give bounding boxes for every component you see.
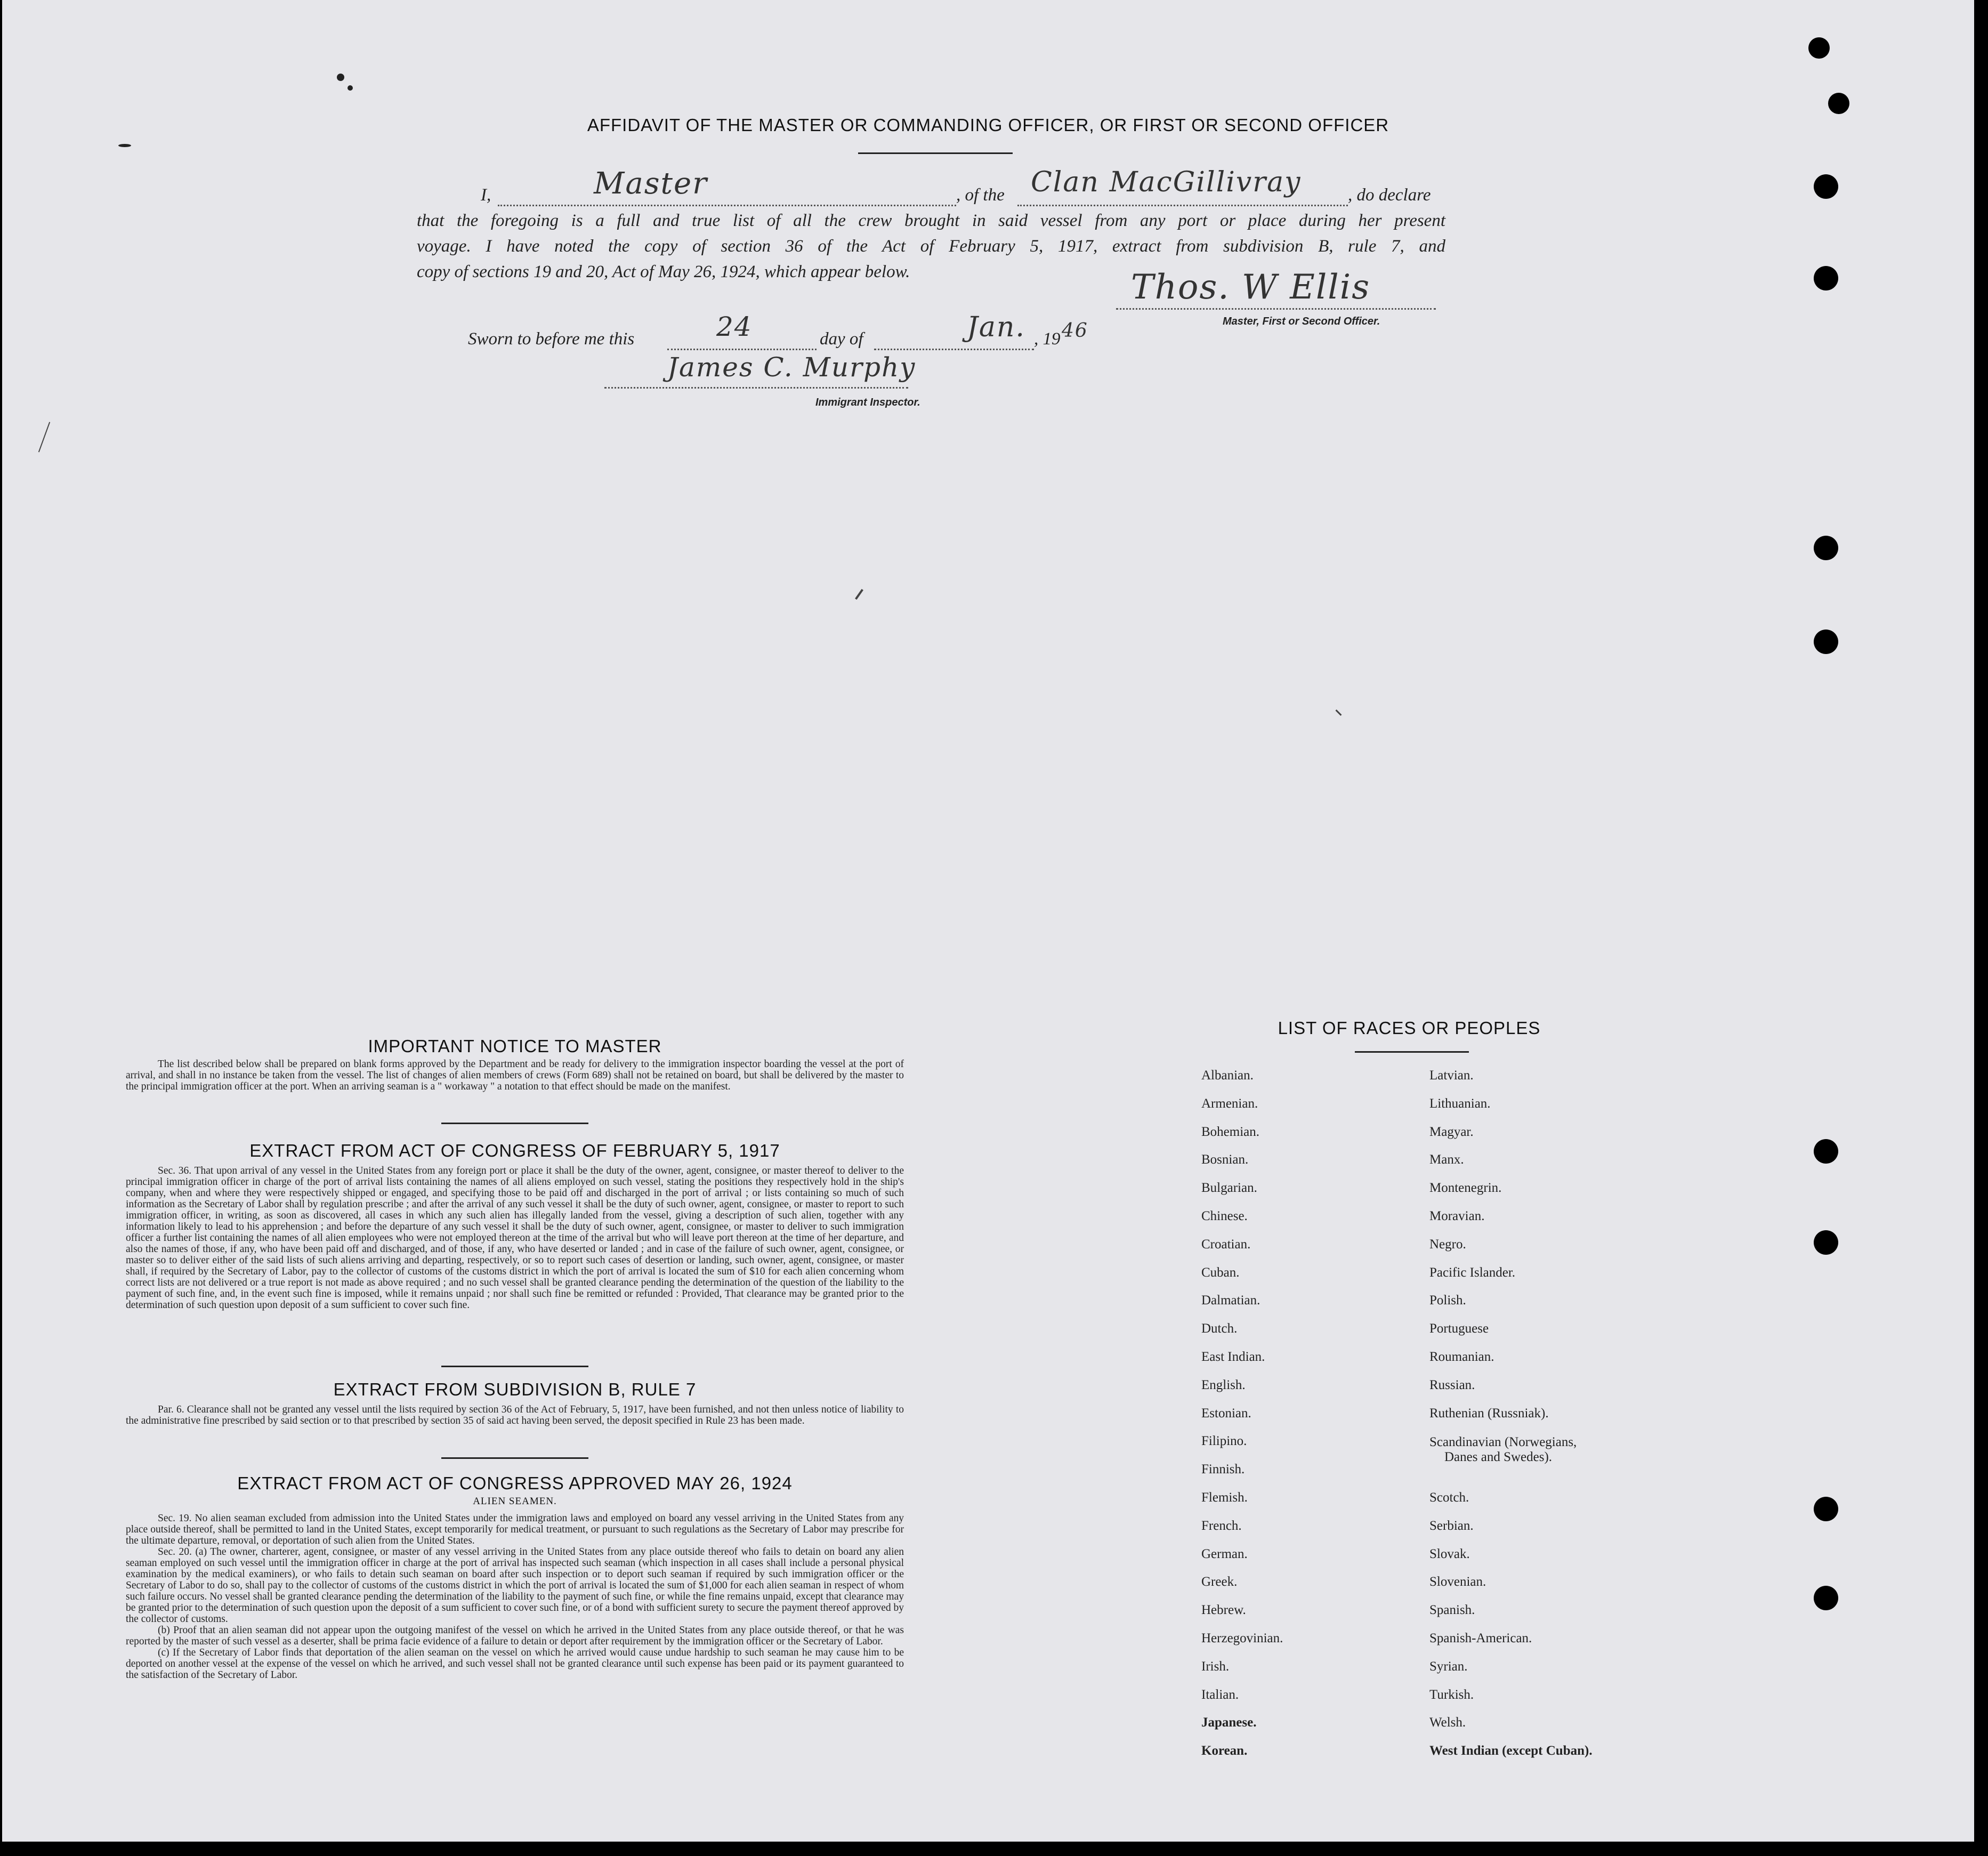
i-label: I,	[481, 185, 491, 205]
race-item: Dalmatian.	[1201, 1293, 1260, 1308]
title-divider	[858, 152, 1013, 154]
race-item: Bosnian.	[1201, 1152, 1249, 1167]
punch-hole	[1814, 630, 1838, 654]
notice-text	[126, 1059, 904, 1092]
race-item: Armenian.	[1201, 1096, 1258, 1111]
race-item: West Indian (except Cuban).	[1429, 1744, 1593, 1758]
race-item: Scandinavian (Norwegians,	[1429, 1435, 1577, 1450]
punch-hole	[1814, 1497, 1838, 1521]
punch-hole	[1814, 1586, 1838, 1610]
affidavit-line-2: that the foregoing is a full and true list of all the crew brought in said vessel from any port or place during her present	[417, 211, 1445, 230]
race-item: Japanese.	[1201, 1715, 1257, 1730]
punch-hole	[1814, 266, 1838, 290]
vessel-field-line	[1017, 205, 1348, 206]
race-item: Italian.	[1201, 1687, 1239, 1702]
races-title-divider	[1355, 1051, 1469, 1053]
year-suffix-handwriting: 46	[1062, 320, 1088, 342]
race-item: Russian.	[1429, 1377, 1475, 1392]
rule-7-title: EXTRACT FROM SUBDIVISION B, RULE 7	[333, 1379, 697, 1399]
race-item: Slovenian.	[1429, 1575, 1486, 1589]
race-item: German.	[1201, 1546, 1248, 1561]
section-divider	[441, 1123, 588, 1124]
punch-hole	[1828, 93, 1849, 114]
sec-20a-paragraph: Sec. 20. (a) The owner, charterer, agent, consignee, or master of any vessel arriving in the United States from any place outside thereof who fails to detain on board any alien seaman employed on such vessel until the immigration officer in charge at the port of arrival has inspected such seaman (which inspection in all cases shall include a personal physical examination by the medical examiners), or who fails to detain such seaman on board after such inspection or to deport such seaman if required by such immigration officer or the Secretary of Labor to do so, shall pay to the collector of customs of the customs district in which the port of arrival is located the sum of $1,000 for each alien seaman in respect of whom such failure occurs. No vessel shall be granted clearance pending the determination of the liability to the payment of such fine, or while the fine remains unpaid, except that clearance may be granted prior to the determination of such question upon the deposit of a sum sufficient to cover such fine, or of a bond with sufficient surety to secure the payment thereof approved by the collector of customs.	[126, 1546, 904, 1625]
sworn-month-line	[874, 349, 1034, 350]
race-item: Montenegrin.	[1429, 1181, 1502, 1196]
race-item: Cuban.	[1201, 1265, 1240, 1280]
race-item: Spanish.	[1429, 1603, 1475, 1618]
ink-speck	[348, 85, 353, 91]
affidavit-line-3: voyage. I have noted the copy of section 36 of the Act of February 5, 1917, extract from subdivision B, rule 7, and	[417, 237, 1445, 256]
race-item: Hebrew.	[1201, 1603, 1246, 1618]
sworn-month-handwriting: Jan.	[967, 311, 1025, 343]
race-item: Magyar.	[1429, 1124, 1474, 1139]
sec-20c-paragraph: (c) If the Secretary of Labor finds that deportation of the alien seaman on the vessel on which he arrived would cause undue hardship to such seaman he may cause him to be deported on another vessel at the expense of the vessel on which he arrived, and such vessel shall not be granted clearance until such expense has been paid or its payment guaranteed to the satisfaction of the Secretary of Labor.	[126, 1647, 904, 1681]
punch-hole	[1814, 1139, 1838, 1164]
of-the-label: , of the	[956, 185, 1005, 205]
race-item: Serbian.	[1429, 1518, 1474, 1533]
sec-36-paragraph: Sec. 36. That upon arrival of any vessel in the United States from any foreign port or place it shall be the duty of the owner, agent, consignee, or master thereof to deliver to the principal immigration officer in charge of the port of arrival lists containing the names of all aliens employed on such vessel, stating the positions they respectively hold in the ship's company, when and where they were respectively shipped or engaged, and specifying those to be paid off and discharged in the port of arrival ; or lists containing so much of such information as the Secretary of Labor shall by regulation prescribe ; and after the arrival of any such vessel it shall be the duty of such owner, agent, consignee, or master to report to such immigration officer, in writing, as soon as discovered, all cases in which any such alien has illegally landed from the vessel, giving a description of such alien, together with any information likely to lead to his apprehension ; and before the departure of any such vessel it shall be the duty of such owner, agent, consignee, or master to deliver to such immigration officer a further list containing the names of all alien employees who were not employed thereon at the time of the arrival but who will leave port thereon at the time of her departure, and also the names of those, if any, who have been paid off and discharged, and of those, if any, who have deserted or landed ; and in case of the failure of such owner, agent, consignee, or master so to deliver either of the said lists of such aliens arriving and departing, respectively, or so to report such cases of desertion or landing, such owner, agent, consignee, or master shall, if required by the Secretary of Labor, pay to the collector of customs of the customs district in which the port of arrival is located the sum of $10 for each alien concerning whom correct lists are not delivered or a true report is not made as above required ; and no such vessel shall be granted clearance pending the determination of the question of the liability to the payment of such fine, and, in the event such fine is imposed, while it remains unpaid ; nor shall such fine be remitted or refunded : Provided, That clearance may be granted prior to the determination of such question upon deposit of a sum sufficient to cover such fine.	[126, 1165, 904, 1311]
sworn-label: Sworn to before me this	[468, 329, 635, 349]
par-6-paragraph: Par. 6. Clearance shall not be granted any vessel until the lists required by section 36 of the Act of February, 5, 1917, have been furnished, and not then unless notice of liability to the administrative fine prescribed by said section or to that prescribed by section 35 of said act having been served, the deposit specified in Rule 23 has been made.	[126, 1404, 904, 1426]
ink-speck	[118, 144, 131, 147]
race-item: Albanian.	[1201, 1068, 1254, 1083]
affidavit-line-4: copy of sections 19 and 20, Act of May 26, 1924, which appear below.	[417, 262, 910, 281]
punch-hole	[1808, 37, 1830, 59]
master-signature-line	[1116, 308, 1436, 310]
inspector-label: Immigrant Inspector.	[815, 397, 920, 408]
year-prefix: , 19	[1034, 329, 1061, 349]
document-page	[2, 0, 1974, 1842]
race-item: Greek.	[1201, 1575, 1238, 1589]
race-item: Estonian.	[1201, 1406, 1251, 1421]
race-item: Lithuanian.	[1429, 1096, 1491, 1111]
race-item: Latvian.	[1429, 1068, 1474, 1083]
race-item: Korean.	[1201, 1744, 1248, 1758]
stray-mark	[1335, 709, 1342, 716]
race-item: Filipino.	[1201, 1434, 1247, 1449]
race-item: Dutch.	[1201, 1321, 1238, 1336]
races-title: LIST OF RACES OR PEOPLES	[1278, 1018, 1541, 1038]
race-item: Manx.	[1429, 1152, 1464, 1167]
punch-hole	[1814, 536, 1838, 560]
extract-1924-text	[126, 1513, 904, 1681]
extract-1917-title: EXTRACT FROM ACT OF CONGRESS OF FEBRUARY 5, 1917	[249, 1141, 780, 1160]
stray-mark	[855, 589, 863, 600]
race-item: Irish.	[1201, 1659, 1230, 1674]
race-item: Polish.	[1429, 1293, 1466, 1308]
race-item: Slovak.	[1429, 1546, 1470, 1561]
race-item: French.	[1201, 1518, 1242, 1533]
rule-7-text	[126, 1404, 904, 1426]
inspector-signature-line	[604, 387, 908, 389]
race-item: Negro.	[1429, 1237, 1466, 1252]
punch-hole	[1814, 174, 1838, 199]
punch-hole	[1814, 1230, 1838, 1255]
master-title-field-line	[498, 205, 956, 206]
day-of-label: day of	[820, 329, 863, 349]
section-divider	[441, 1366, 588, 1367]
sworn-day-line	[667, 349, 817, 350]
race-item: Roumanian.	[1429, 1350, 1494, 1364]
ink-speck	[337, 74, 344, 81]
race-item: Spanish-American.	[1429, 1631, 1532, 1645]
race-item: Portuguese	[1429, 1321, 1489, 1336]
race-item: Danes and Swedes).	[1444, 1450, 1553, 1465]
race-item: Welsh.	[1429, 1715, 1466, 1730]
do-declare-label: , do declare	[1348, 185, 1431, 205]
sworn-day-handwriting: 24	[716, 311, 753, 342]
notice-title: IMPORTANT NOTICE TO MASTER	[368, 1036, 662, 1056]
extract-1924-title: EXTRACT FROM ACT OF CONGRESS APPROVED MAY 26, 1924	[237, 1473, 793, 1493]
inspector-signature: James C. Murphy	[667, 352, 916, 383]
race-item: Bulgarian.	[1201, 1181, 1257, 1196]
race-item: Croatian.	[1201, 1237, 1251, 1252]
sec-20b-paragraph: (b) Proof that an alien seaman did not appear upon the outgoing manifest of the vessel on which he arrived in the United States from any place outside thereof, or that he was reported by the master of such vessel as a deserter, shall be prima facie evidence of a failure to detain or deport after requirement by the immigration officer or the Secretary of Labor.	[126, 1625, 904, 1647]
stray-mark	[38, 422, 50, 452]
race-item: Moravian.	[1429, 1209, 1485, 1223]
race-item: Bohemian.	[1201, 1124, 1260, 1139]
race-item: Ruthenian (Russniak).	[1429, 1406, 1549, 1421]
race-item: Flemish.	[1201, 1490, 1248, 1505]
notice-paragraph: The list described below shall be prepared on blank forms approved by the Department and be ready for delivery to the immigration inspector boarding the vessel at the port of arrival, and shall in no instance be taken from the vessel. The list of changes of alien members of crews (Form 689) shall not be retained on board, but shall be delivered by the master to the principal immigration officer at the port. When an arriving seaman is a " workaway " a notation to that effect should be made on the manifest.	[126, 1059, 904, 1092]
extract-1917-text	[126, 1165, 904, 1311]
race-item: Turkish.	[1429, 1687, 1474, 1702]
extract-1924-subtitle: ALIEN SEAMEN.	[473, 1496, 557, 1507]
race-item: English.	[1201, 1377, 1246, 1392]
vessel-name-handwriting: Clan MacGillivray	[1031, 166, 1302, 198]
master-title-handwriting: Master	[594, 166, 708, 201]
race-item: Herzegovinian.	[1201, 1631, 1283, 1645]
affidavit-title: AFFIDAVIT OF THE MASTER OR COMMANDING OFFICER, OR FIRST OR SECOND OFFICER	[587, 115, 1389, 135]
race-item: Chinese.	[1201, 1209, 1248, 1223]
section-divider	[441, 1457, 588, 1459]
race-item: Syrian.	[1429, 1659, 1468, 1674]
master-signature: Thos. W Ellis	[1131, 268, 1371, 307]
race-item: Finnish.	[1201, 1462, 1245, 1477]
sec-19-paragraph: Sec. 19. No alien seaman excluded from admission into the United States under the immigration laws and employed on board any vessel arriving in the United States from any place outside thereof, shall be permitted to land in the United States, except temporarily for medical treatment, or pursuant to such regulations as the Secretary of Labor may prescribe for the ultimate departure, removal, or deportation of such alien from the United States.	[126, 1513, 904, 1546]
master-signature-label: Master, First or Second Officer.	[1223, 316, 1380, 327]
race-item: Pacific Islander.	[1429, 1265, 1516, 1280]
race-item: Scotch.	[1429, 1490, 1469, 1505]
race-item: East Indian.	[1201, 1350, 1265, 1364]
